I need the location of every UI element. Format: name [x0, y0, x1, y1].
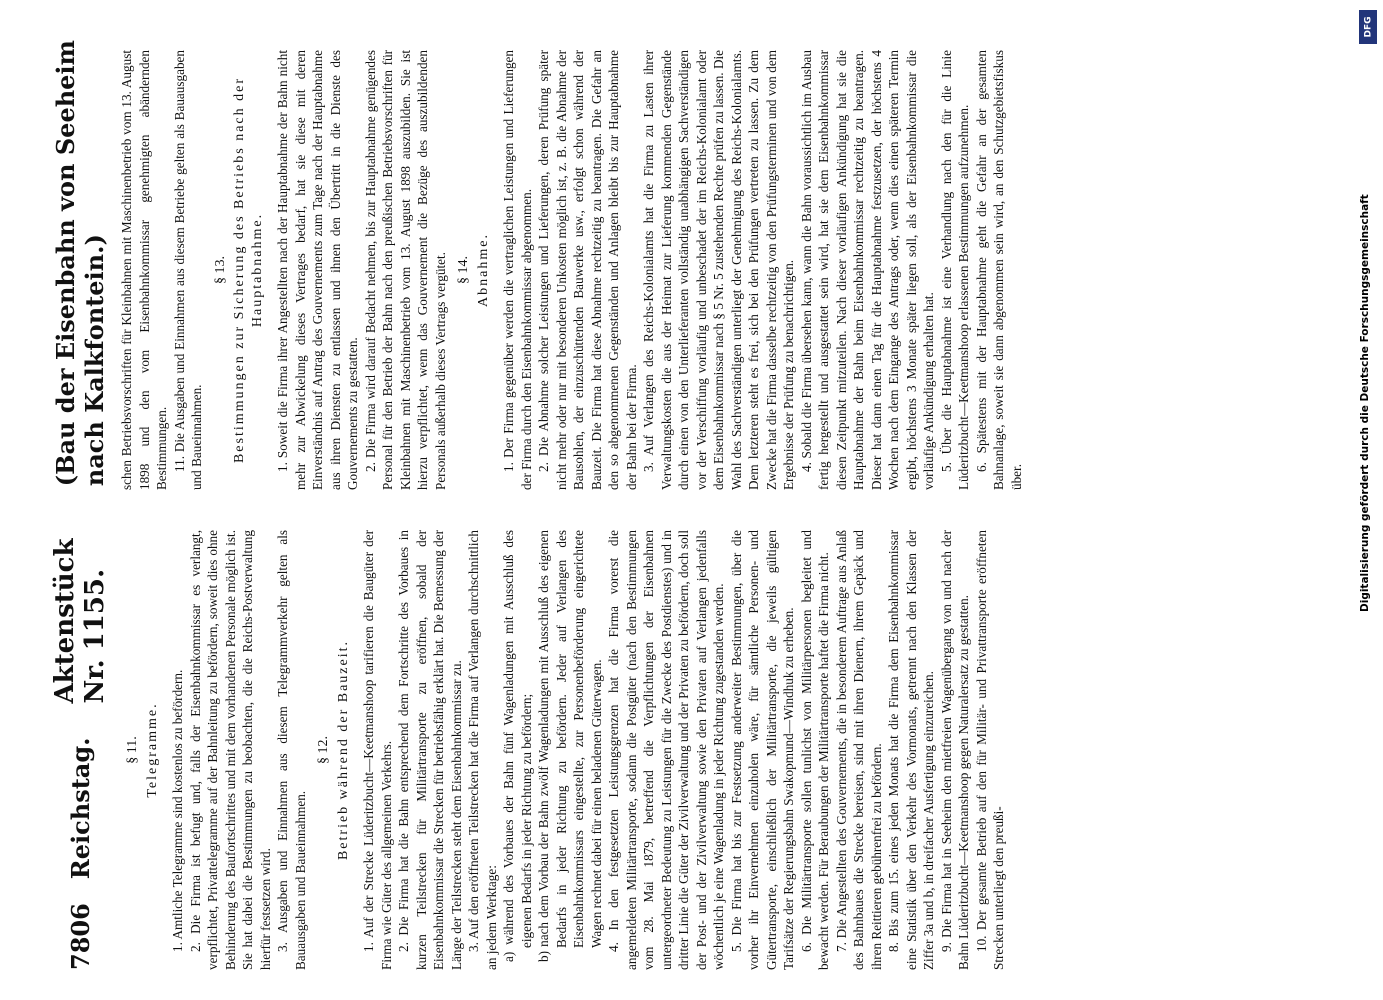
paragraph: 3. Auf den eröffneten Teilstrecken hat die Firma auf Verlangen durchschnittlich an jedem Werktage: — [466, 530, 499, 970]
paragraph: 1. Soweit die Firma ihrer Angestellten nach der Hauptabnahme der Bahn nicht mehr zur Abwickelung dieses Vertrages bedarf, hat sie diese mit deren Einverständnis auf Antrag des Gouvernements zum Tage nach der Hauptabnahme aus ihren Diensten zu entlassen und ihnen den Übertritt in die Dienste des Gouvernements zu gestatten. — [275, 50, 360, 490]
paragraph: 4. In den festgesetzten Leistungsgrenzen hat die Firma vorerst die angemeldeten Militärtransporte, sodann die Postgüter (nach den Bestimmungen vom 28. Mai 1879, betreffend die Verpflichtungen der Eisenbahnen untergeordneter Bedeutung zu Leistungen für die Zwecke des Postdienstes) und in dritter Linie die Güter der Zivilverwaltung und der Privaten zu befördern, doch soll der Post- und der Zivilverwaltung sowie den Privaten auf Verlangen jedenfalls wöchentlich je eine Wagenladung in jeder Richtung zugestanden werden. — [606, 530, 726, 970]
paragraph: 6. Spätestens mit der Hauptabnahme geht die Gefahr an der gesamten Bahnanlage, soweit sie dann abgenommen sein wird, an den Schutzgebietsfiskus über. — [973, 50, 1024, 490]
paragraph: 5. Über die Hauptabnahme ist eine Verhandlung nach den für die Linie Lüderitzbucht—Keetmanshoop erlassenen Bestimmungen aufzunehmen. — [938, 50, 971, 490]
page-number: 7806 — [65, 903, 95, 970]
paragraph: 2. Die Firma wird darauf Bedacht nehmen, bis zur Hauptabnahme genügendes Personal für den Betrieb der Bahn nach den preußischen Betriebsvorschriften für Kleinbahnen mit Maschinenbetrieb vom 13. August 1898 auszubilden. Sie ist hierzu verpflichtet, wenn das Gouvernement die Bezüge des auszubildenden Personals außerhalb dieses Vertrags vergütet. — [362, 50, 448, 490]
paragraph: 2. Die Firma ist befugt und, falls der Eisenbahnkommissar es verlangt, verpflichtet, Privattelegramme auf der Bahnleitung zu befördern, soweit dies ohne Behinderung des Baufortschrittes und mit dem vorhandenen Personale möglich ist. Sie hat dabei die Bestimmungen zu beobachten, die die Reichs-Postverwaltung hierfür festsetzen wird. — [187, 530, 273, 970]
paragraph: 6. Die Militärtransporte sollen tunlichst von Militärpersonen begleitet und bewacht werden. Für Beraubungen der Militärtransporte haftet die Firma nicht. — [798, 530, 831, 970]
paragraph: 5. Die Firma hat bis zur Festsetzung anderweiter Bestimmungen, über die vorher ihr Einvernehmen einzuholen wäre, für sämtliche Personen- und Gütertransporte, einschließlich der Militärtransporte, die jeweils gültigen Tarifsätze der Regierungsbahn Swakopmund—Windhuk zu erheben. — [728, 530, 796, 970]
document-title: (Bau der Eisenbahn von Seeheim nach Kalkfontein.) — [51, 40, 109, 487]
dfg-watermark — [1359, 10, 1379, 610]
dfg-logo-icon: DFG — [1359, 10, 1377, 44]
list-item: a) während des Vorbaues der Bahn fünf Wagenladungen mit Ausschluß des eigenen Bedarfs in jeder Richtung zu befördern; — [501, 530, 534, 962]
paragraph: 10. Der gesamte Betrieb auf den für Militär- und Privattransporte eröffneten Strecken unterliegt den preußi- — [973, 530, 1006, 970]
section-14-title: Abnahme. — [475, 233, 491, 307]
paragraph: 7. Die Angestellten des Gouvernements, die in besonderem Auftrage aus Anlaß des Bahnbaues die Strecke bereisen, sind mit ihren Dienern, ihrem Gepäck und ihren Reittieren gebührenfrei zu befördern. — [833, 530, 884, 970]
paragraph: 8. Bis zum 15. eines jeden Monats hat die Firma dem Eisenbahnkommissar eine Statistik über den Verkehr des Vormonats, getrennt nach den Klassen der Ziffer 3a und b, in dreifacher Ausfertigung einzureichen. — [886, 530, 936, 970]
document-number: Aktenstück Nr. 1155. — [50, 538, 110, 704]
left-column — [118, 530, 1008, 970]
section-13-number: § 13. — [212, 256, 228, 284]
list-item: b) nach dem Vorbau der Bahn zwölf Wagenladungen mit Ausschluß des eigenen Bedarfs in jeder Richtung zu befördern. Jeder auf Verlangen des Eisenbahnkommissars eingestellte, zur Personenbeförderung eingerichtete Wagen rechnet dabei für einen beladenen Güterwagen. — [536, 530, 604, 962]
paragraph: 2. Die Firma hat die Bahn entsprechend dem Fortschritte des Vorbaues in kurzen Teilstrecken für Militärtransporte zu eröffnen, sobald der Eisenbahnkommissar die Strecken für betriebsfähig erklärt hat. Die Bemessung der Länge der Teilstrecken steht dem Eisenbahnkommissar zu. — [396, 530, 464, 970]
paragraph: 3. Auf Verlangen des Reichs-Kolonialamts hat die Firma zu Lasten ihrer Verwaltungskosten die aus der Heimat zur Lieferung kommenden Gegenstände durch einen von den Unterlieferanten vollständig unabhängigen Sachverständigen vor der Verschiffung vorläufig und unbeschadet der im Reichs-Kolonialamt oder dem Eisenbahnkommissar nach § 5 Nr. 5 zustehenden Rechte prüfen zu lassen. Die Wahl des Sachverständigen unterliegt der Genehmigung des Reichs-Kolonialamts. Dem letzteren steht es frei, sich bei den Prüfungen vertreten zu lassen. Zu dem Zwecke hat die Firma dasselbe rechtzeitig von den Prüfungsterminen und von dem Ergebnisse der Prüfung zu benachrichtigen. — [641, 50, 796, 490]
paragraph: 1. Auf der Strecke Lüderitzbucht—Keetmanshoop tarifieren die Baugüter der Firma wie Güter des allgemeinen Verkehrs. — [361, 530, 394, 970]
paragraph: 4. Sobald die Firma übersehen kann, wann die Bahn voraussichtlich im Ausbau fertig hergestellt und ausgestattet sein wird, hat sie dem Eisenbahnkommissar diesen Zeitpunkt mitzuteilen. Nach dieser vorläufigen Ankündigung hat sie die Hauptabnahme der Bahn beim Eisenbahnkommissar rechtzeitig zu beantragen. Dieser hat dann einen Tag für die Hauptabnahme festzusetzen, der höchstens 4 Wochen nach dem Eingange des Antrags oder, wenn dies einen späteren Termin ergibt, höchstens 3 Monate später liegen soll, als der Eisenbahnkommissar die vorläufige Ankündigung erhalten hat. — [798, 50, 936, 490]
section-12-title: Betrieb während der Bauzeit. — [335, 639, 351, 861]
running-title: Reichstag. — [65, 737, 95, 880]
paragraph: 1. Der Firma gegenüber werden die vertraglichen Leistungen und Lieferungen der Firma durch den Eisenbahnkommissar abgenommen. — [501, 50, 534, 490]
paragraph: 3. Ausgaben und Einnahmen aus diesem Telegrammverkehr gelten als Bauausgaben und Baueinnahmen. — [275, 530, 308, 970]
section-13-title: Bestimmungen zur Sicherung des Betriebs nach der Hauptabnahme. — [232, 76, 265, 464]
section-11-number: § 11. — [125, 736, 140, 764]
paragraph: schen Betriebsvorschriften für Kleinbahnen mit Maschinenbetrieb vom 13. August 1898 und den vom Eisenbahnkommissar genehmigten abändernden Bestimmungen. — [119, 50, 169, 490]
digitization-note: Digitalisierung gefördert durch die Deutsche Forschungsgemeinschaft — [1359, 194, 1371, 612]
paragraph: 11. Die Ausgaben und Einnahmen aus diesem Betriebe gelten als Bauausgaben und Baueinnahmen. — [171, 50, 204, 490]
section-12-number: § 12. — [316, 736, 331, 764]
section-14-number: § 14. — [456, 256, 471, 284]
paragraph: 1. Amtliche Telegramme sind kostenlos zu befördern. — [170, 669, 185, 952]
page-header — [50, 30, 110, 970]
document-page — [50, 30, 1310, 970]
section-11-title: Telegramme. — [144, 702, 160, 798]
paragraph: 9. Die Firma hat in Seeheim den mietfreien Wagenübergang von und nach der Bahn Lüderitzbucht—Keetmanshoop gegen Naturalersatz zu gestatten. — [938, 530, 971, 970]
paragraph: 2. Die Abnahme solcher Leistungen und Lieferungen, deren Prüfung später nicht mehr oder nur mit besonderen Unkosten möglich ist, z. B. die Abnahme der Bausohlen, der einzuschüttenden Bauwerke usw., erfolgt schon während der Bauzeit. Die Firma hat diese Abnahme rechtzeitig zu beantragen. Die Gefahr an den so abgenommenen Gegenständen und Anlagen bleibt bis zur Hauptabnahme der Bahn bei der Firma. — [536, 50, 639, 490]
right-column — [118, 50, 1025, 490]
